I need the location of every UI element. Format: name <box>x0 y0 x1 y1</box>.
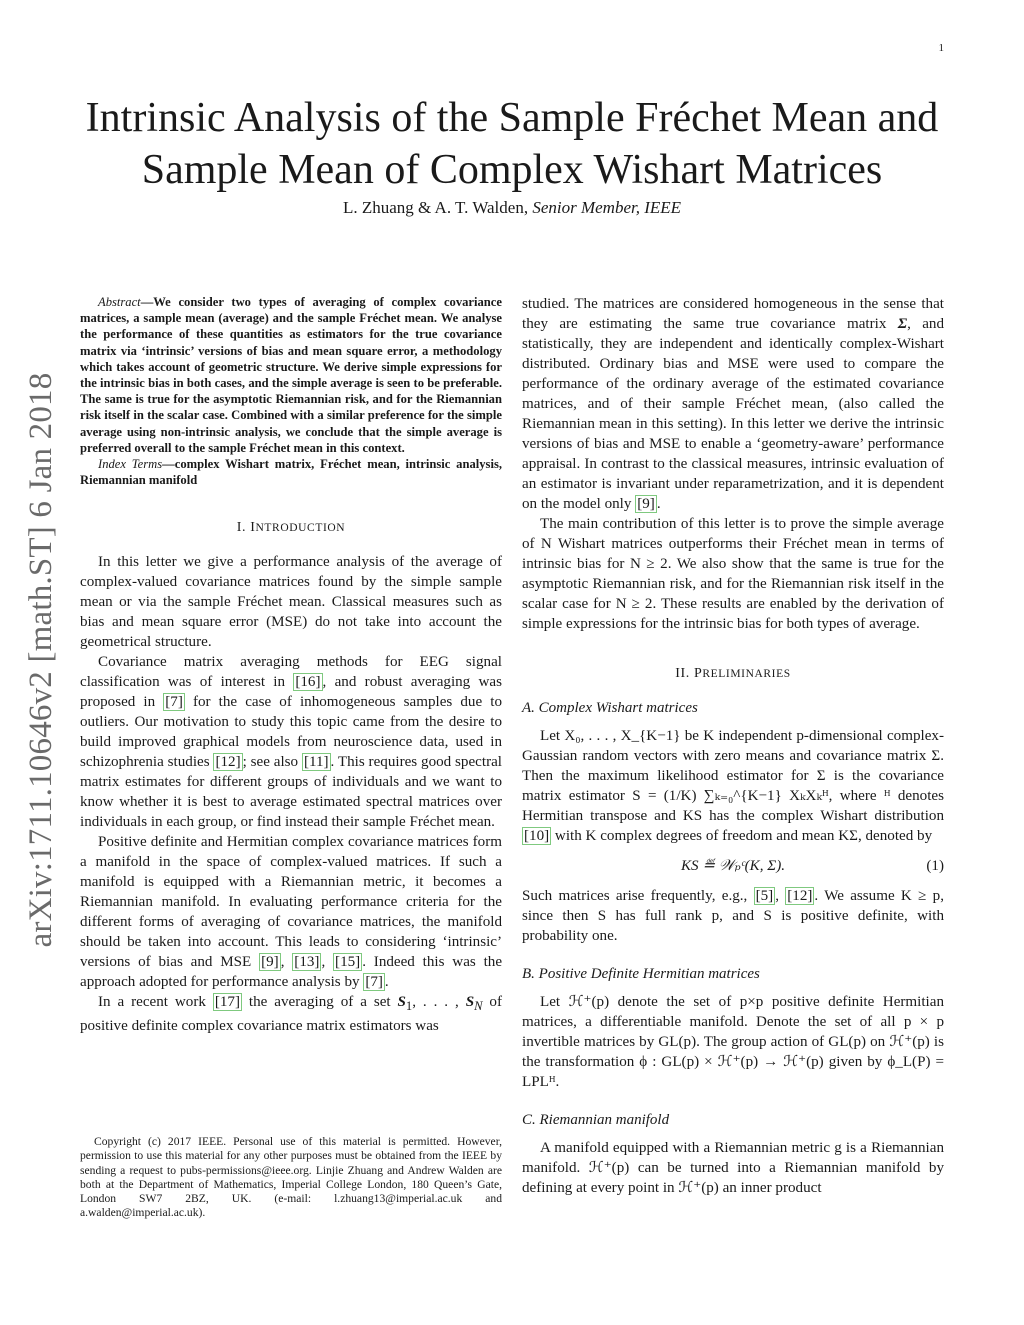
equation-body: KS ≝ 𝒲ₚᶜ(K, Σ). <box>680 858 786 874</box>
section-heading-preliminaries: II. PRELIMINARIES <box>675 666 791 681</box>
index-terms <box>80 456 502 488</box>
title-line-2: Sample Mean of Complex Wishart Matrices <box>141 147 883 193</box>
equation-number: (1) <box>926 858 944 874</box>
citation-link[interactable]: [13] <box>294 954 320 971</box>
intro-paragraph-1: In this letter we give a performance analysis of the average of complex-valued covariance matrices found by the simple sample mean or via the sample Fréchet mean. Classical measures such as bias and mean square error (MSE) do not take into account the geometrical structure. <box>80 554 502 651</box>
hermitian-paragraph: Let ℋ⁺(p) denote the set of p×p positive definite Hermitian matrices, a differentiable manifold. Denote the set of all p × p invertible matrices by GL(p). The group action of GL(p) on ℋ⁺(p) is the transformation ϕ : GL(p) × ℋ⁺(p) → ℋ⁺(p) given by ϕ_L(P) = LPLᴴ. <box>522 994 944 1090</box>
title-line-1: Intrinsic Analysis of the Sample Fréchet Mean and <box>85 95 939 141</box>
citation-link[interactable]: [12] <box>787 888 813 904</box>
abstract-body: —We consider two types of averaging of complex covariance matrices, a sample mean (average) and the sample Fréchet mean. We analyse the performance of these quantities as estimators for the true covariance matrix via ‘intrinsic’ versions of bias and mean square error, a methodology which takes account of geometric structure. We derive simple expressions for the intrinsic bias in both cases, and the simple average is seen to be preferable. The same is true for the asymptotic Riemannian risk, and for the Riemannian risk itself in the scalar case. Combined with a similar preference for the simple average using non-intrinsic analysis, we conclude that the simple average is preferred overall to the sample Fréchet mean in this context. <box>80 295 502 455</box>
citation-link[interactable]: [12] <box>215 754 241 771</box>
right-paragraph-2: The main contribution of this letter is to prove the simple average of N Wishart matrices outperforms their Fréchet mean in terms of intrinsic bias for N ≥ 2. We also show that the same is true for the asymptotic Riemannian risk, and for the Riemannian risk itself in the scalar case for N ≥ 2. These results are enabled by the derivation of simple expressions for the intrinsic bias for both types of average. <box>522 516 944 632</box>
author-names: L. Zhuang & A. T. Walden, <box>342 198 529 217</box>
abstract-lead: Abstract <box>98 295 141 309</box>
citation-link[interactable]: [9] <box>261 954 279 971</box>
equation-1 <box>522 856 944 876</box>
right-paragraph-1: studied. The matrices are considered homogeneous in the sense that they are estimating the same true covariance matrix Σ, and statistically, they are independent and identically complex-Wishart distributed. Ordinary bias and MSE were used to compare the performance of the ordinary average of the estimated covariance matrices, and of their sample Fréchet mean, (also called the Riemannian mean in this setting). In this letter we derive the intrinsic versions of bias and MSE to enable a ‘geometry-aware’ performance appraisal. In contrast to the classical measures, intrinsic evaluation of an estimator is invariant under reparametrization, and it is dependent on the model only [9] . <box>522 296 945 512</box>
subsection-heading-wishart: A. Complex Wishart matrices <box>522 700 698 716</box>
citation-link[interactable]: [10] <box>524 828 550 844</box>
index-terms-body: —complex Wishart matrix, Fréchet mean, intrinsic analysis, Riemannian manifold <box>80 457 503 488</box>
citation-link[interactable]: [7] <box>165 694 183 711</box>
citation-link[interactable]: [5] <box>755 888 774 904</box>
intro-paragraph-2: Covariance matrix averaging methods for EEG signal classification was of interest in [16] , and robust averaging was proposed in [7] for the case of inhomogeneous samples due to outliers. Our motivation to study this topic came from the desire to build improved graphical models from neuroscience data, used in schizophrenia studies [12] ; see also [11] . This requires good spectral matrix estimates for different groups of individuals and we want to know whether it is best to average estimated spectral matrices over individuals in each group, or find instead their sample Fréchet mean. <box>80 654 503 831</box>
paper-title <box>60 92 964 196</box>
author-line <box>60 198 964 218</box>
author-affiliation: Senior Member, IEEE <box>532 198 682 217</box>
page-number: 1 <box>938 42 944 54</box>
wishart-paragraph-1: Let X₀, . . . , X_{K−1} be K independent p-dimensional complex-Gaussian random vectors with zero means and covariance matrix Σ. Then the maximum likelihood estimator for Σ is the covariance matrix estimator S = (1/K) ∑ₖ₌₀^{K−1} XₖXₖᴴ, where ᴴ denotes Hermitian transpose and KS has the complex Wishart distribution [10] with K complex degrees of freedom and mean KΣ, denoted by <box>522 728 944 844</box>
riemannian-paragraph: A manifold equipped with a Riemannian metric g is a Riemannian manifold. ℋ⁺(p) can be turned into a Riemannian manifold by defining at every point in ℋ⁺(p) an inner product <box>522 1140 944 1196</box>
right-column <box>522 294 944 1198</box>
intro-paragraph-3: Positive definite and Hermitian complex covariance matrices form a manifold in the space of complex-valued matrices. If such a manifold is equipped with a Riemannian metric, it becomes a Riemannian manifold. In evaluating performance criteria for the different forms of averaging of covariance matrices, the manifold should be taken into account. This leads to considering ‘intrinsic’ versions of bias and MSE [9] , [13] , [15] . Indeed this was the approach adopted for performance analysis by [7] . <box>80 834 503 991</box>
citation-link[interactable]: [11] <box>303 754 329 771</box>
citation-link[interactable]: [9] <box>637 496 655 512</box>
intro-paragraph-4: In a recent work [17] the averaging of a set $S_1$, . . . , $S_N$ of positive definite complex covariance matrix estimators was <box>80 994 502 1035</box>
section-heading-introduction: I. INTRODUCTION <box>236 520 346 536</box>
arxiv-side-stamp: arXiv:1711.10646v2 [math.ST] 6 Jan 2018 <box>23 372 59 948</box>
left-column <box>80 294 502 1036</box>
citation-link[interactable]: [15] <box>335 954 361 971</box>
copyright-footnote: Copyright (c) 2017 IEEE. Personal use of this material is permitted. However, permission to use this material for any other purposes must be obtained from the IEEE by sending a request to pubs-permissions@ieee.org. Linjie Zhuang and Andrew Walden are both at the Department of Mathematics, Imperial College London, 180 Queen’s Gate, London SW7 2BZ, UK. (e-mail: l.zhuang13@imperial.ac.uk and a.walden@imperial.ac.uk). <box>80 1135 502 1220</box>
wishart-paragraph-2: Such matrices arise frequently, e.g., [5] , [12] . We assume K ≥ p, since then S has full rank p, and S is positive definite, with probability one. <box>522 888 944 944</box>
citation-link[interactable]: [17] <box>214 994 240 1011</box>
subsection-heading-hermitian: B. Positive Definite Hermitian matrices <box>522 966 760 982</box>
citation-link[interactable]: [7] <box>365 974 383 991</box>
abstract <box>80 294 502 456</box>
index-terms-lead: Index Terms <box>98 457 163 472</box>
citation-link[interactable]: [16] <box>295 674 321 691</box>
subsection-heading-riemannian: C. Riemannian manifold <box>522 1112 670 1128</box>
